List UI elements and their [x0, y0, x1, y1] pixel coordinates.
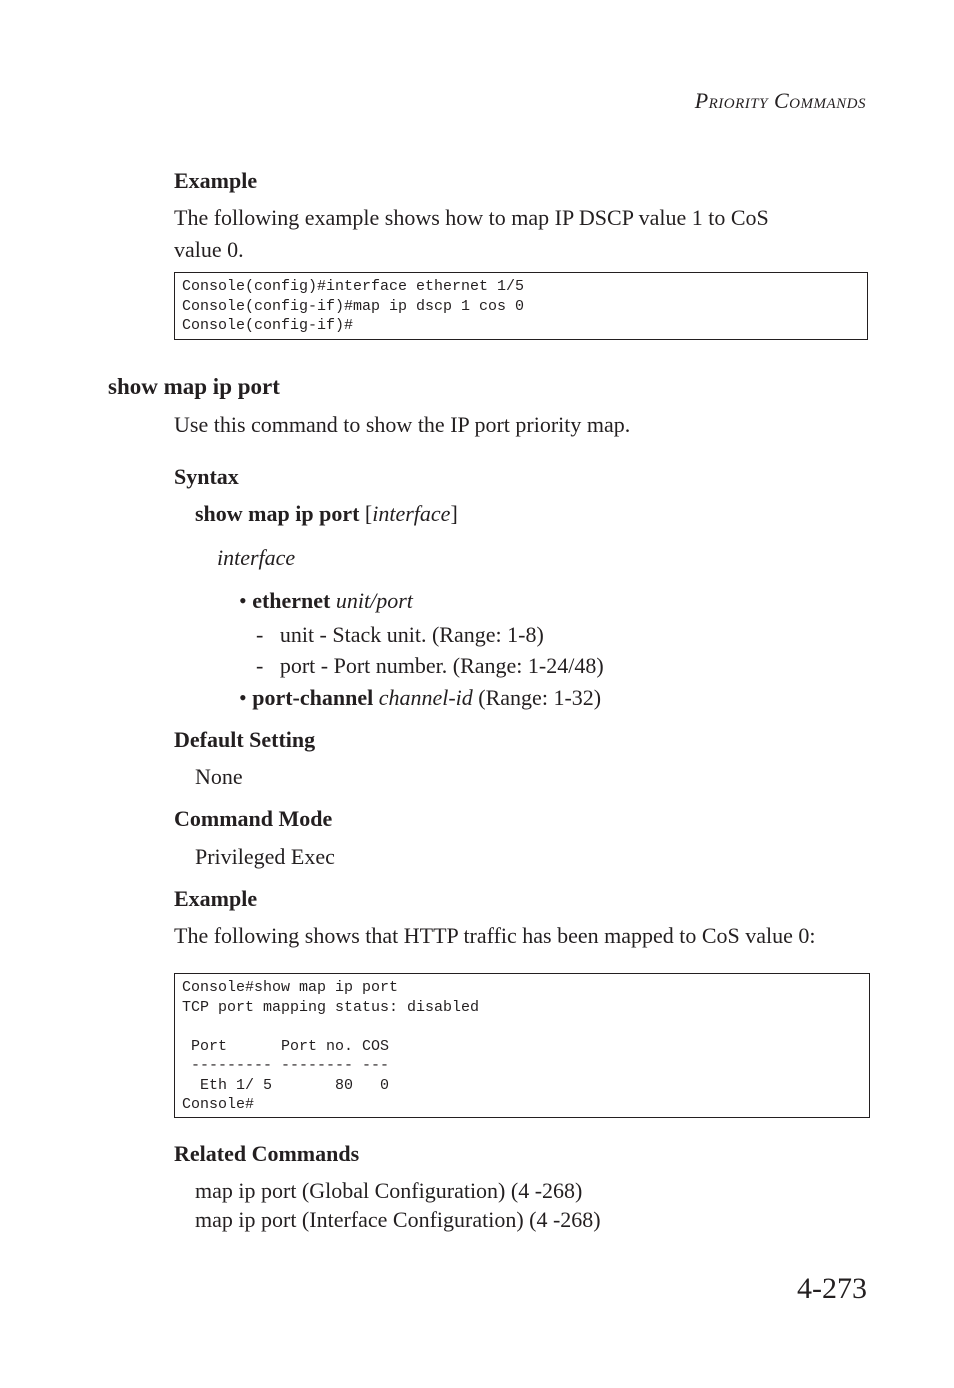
- syntax-bracket: ]: [450, 501, 458, 526]
- example-text: value 0.: [174, 237, 244, 262]
- syntax-param: interface: [372, 501, 451, 526]
- code-block: Console#show map ip port TCP port mapping status: disabled Port Port no. COS --------- -------- --- Eth 1/ 5 80 0 Console#: [174, 973, 870, 1118]
- code-block: Console(config)#interface ethernet 1/5 Console(config-if)#map ip dscp 1 cos 0 Console(config-if)#: [174, 272, 868, 340]
- default-setting-value: None: [195, 764, 243, 789]
- sub-item: - unit - Stack unit. (Range: 1-8): [256, 622, 544, 647]
- bullet-param: channel-id: [378, 685, 473, 710]
- bullet-param: unit/port: [335, 588, 413, 613]
- syntax-line: [195, 498, 458, 530]
- page-number: 4-273: [797, 1272, 867, 1305]
- bullet-item: [239, 682, 601, 714]
- example-heading: Example: [174, 168, 258, 193]
- syntax-bracket: [: [364, 501, 373, 526]
- example-heading: Example: [174, 886, 258, 911]
- default-setting-heading: Default Setting: [174, 727, 316, 752]
- related-command-item: map ip port (Interface Configuration) (4 -268): [195, 1207, 601, 1232]
- header-word: OMMANDS: [789, 96, 866, 112]
- header-word: RIORITY: [708, 96, 768, 112]
- running-header: [695, 88, 866, 114]
- bullet-keyword: ethernet: [252, 588, 331, 613]
- header-letter: C: [773, 88, 790, 113]
- sub-item: - port - Port number. (Range: 1-24/48): [256, 653, 604, 678]
- syntax-command: show map ip port: [195, 501, 360, 526]
- bullet-glyph: •: [239, 588, 247, 613]
- example-text: The following shows that HTTP traffic has been mapped to CoS value 0:: [174, 923, 816, 948]
- command-mode-heading: Command Mode: [174, 806, 333, 831]
- syntax-heading: Syntax: [174, 464, 239, 489]
- bullet-glyph: •: [239, 685, 247, 710]
- bullet-keyword: port-channel: [252, 685, 374, 710]
- command-mode-value: Privileged Exec: [195, 844, 335, 869]
- param-label: interface: [217, 545, 296, 570]
- bullet-item: [239, 585, 413, 617]
- command-title: show map ip port: [108, 374, 280, 399]
- example-text: The following example shows how to map IP DSCP value 1 to CoS: [174, 205, 769, 230]
- bullet-range: (Range: 1-32): [478, 685, 602, 710]
- header-letter: P: [694, 88, 709, 113]
- related-command-item: map ip port (Global Configuration) (4 -268): [195, 1178, 583, 1203]
- related-commands-heading: Related Commands: [174, 1141, 360, 1166]
- command-description: Use this command to show the IP port priority map.: [174, 412, 631, 437]
